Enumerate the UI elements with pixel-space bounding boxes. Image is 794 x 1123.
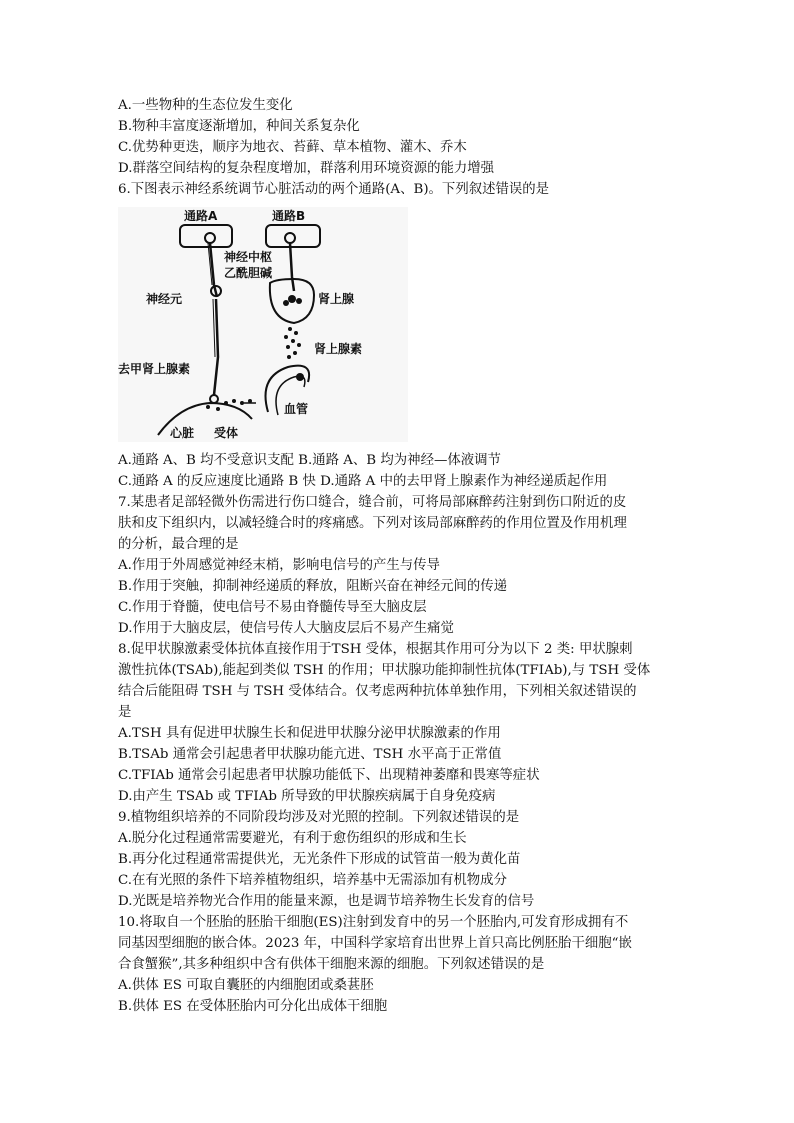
q9-option-d: D.光既是培养物光合作用的能量来源，也是调节培养物生长发育的信号 bbox=[118, 894, 535, 909]
q8-option-a: A.TSH 具有促进甲状腺生长和促进甲状腺分泌甲状腺激素的作用 bbox=[118, 726, 501, 741]
q7-option-a: A.作用于外周感觉神经末梢，影响电信号的产生与传导 bbox=[118, 558, 440, 573]
q8-option-c: C.TFIAb 通常会引起患者甲状腺功能低下、出现精神萎靡和畏寒等症状 bbox=[118, 768, 540, 783]
q6-options-ab: A.通路 A、B 均不受意识支配 B.通路 A、B 均为神经—体液调节 bbox=[118, 453, 501, 468]
q7-stem-line-2: 肤和皮下组织内，以减轻缝合时的疼痛感。下列对该局部麻醉药的作用位置及作用机理 bbox=[118, 516, 627, 531]
ach-label: 乙酰胆碱 bbox=[224, 266, 273, 280]
q7-option-b: B.作用于突触，抑制神经递质的释放，阻断兴奋在神经元间的传递 bbox=[118, 579, 508, 594]
q8-stem-line-1: 8.促甲状腺激素受体抗体直接作用于TSH 受体，根据其作用可分为以下 2 类: 甲状腺刺 bbox=[118, 642, 633, 657]
q10-stem-line-2: 同基因型细胞的嵌合体。2023 年，中国科学家培育出世界上首只高比例胚胎干细胞“嵌 bbox=[118, 936, 632, 951]
q9-option-c: C.在有光照的条件下培养植物组织，培养基中无需添加有机物成分 bbox=[118, 873, 507, 888]
neuron-label: 神经元 bbox=[146, 292, 183, 306]
q10-option-b: B.供体 ES 在受体胚胎内可分化出成体干细胞 bbox=[118, 999, 388, 1014]
vessel-label: 血管 bbox=[284, 402, 309, 416]
center-label: 神经中枢 bbox=[224, 250, 273, 264]
diagram-svg bbox=[118, 207, 408, 442]
q8-stem-line-3: 结合后能阻碍 TSH 与 TSH 受体结合。仅考虑两种抗体单独作用，下列相关叙述错误的 bbox=[118, 684, 637, 699]
q5-option-b: B.物种丰富度逐渐增加，种间关系复杂化 bbox=[118, 119, 360, 134]
path-a-label: 通路A bbox=[184, 209, 218, 223]
q6-options-cd: C.通路 A 的反应速度比通路 B 快 D.通路 A 中的去甲肾上腺素作为神经递质起作用 bbox=[118, 474, 608, 489]
q8-stem-line-4: 是 bbox=[118, 705, 132, 720]
adrenaline-label: 肾上腺素 bbox=[314, 342, 363, 356]
q10-stem-line-3: 合食蟹猴”,其多种组织中含有供体干细胞来源的细胞。下列叙述错误的是 bbox=[118, 957, 545, 972]
q9-stem: 9.植物组织培养的不同阶段均涉及对光照的控制。下列叙述错误的是 bbox=[118, 810, 520, 825]
q8-option-b: B.TSAb 通常会引起患者甲状腺功能亢进、TSH 水平高于正常值 bbox=[118, 747, 502, 762]
q8-stem-line-2: 激性抗体(TSAb),能起到类似 TSH 的作用；甲状腺功能抑制性抗体(TFIAb),与 TSH 受体 bbox=[118, 663, 651, 678]
q9-option-a: A.脱分化过程通常需要避光，有利于愈伤组织的形成和生长 bbox=[118, 831, 467, 846]
neural-pathway-diagram bbox=[118, 207, 408, 442]
q6-stem: 6.下图表示神经系统调节心脏活动的两个通路(A、B)。下列叙述错误的是 bbox=[118, 182, 550, 197]
q10-stem-line-1: 10.将取自一个胚胎的胚胎干细胞(ES)注射到发育中的另一个胚胎内,可发育形成拥有不 bbox=[118, 915, 629, 930]
q7-stem-line-1: 7.某患者足部轻微外伤需进行伤口缝合，缝合前，可将局部麻醉药注射到伤口附近的皮 bbox=[118, 495, 627, 510]
q7-stem-line-3: 的分析，最合理的是 bbox=[118, 537, 239, 552]
noradrenaline-label: 去甲肾上腺素 bbox=[118, 362, 191, 376]
q7-option-d: D.作用于大脑皮层，使信号传人大脑皮层后不易产生痛觉 bbox=[118, 621, 454, 636]
q5-option-c: C.优势种更迭，顺序为地衣、苔藓、草本植物、灌木、乔木 bbox=[118, 140, 467, 155]
q5-option-d: D.群落空间结构的复杂程度增加，群落利用环境资源的能力增强 bbox=[118, 161, 495, 176]
q5-option-a: A.一些物种的生态位发生变化 bbox=[118, 98, 293, 113]
path-b-label: 通路B bbox=[272, 209, 306, 223]
q7-option-c: C.作用于脊髓，使电信号不易由脊髓传导至大脑皮层 bbox=[118, 600, 427, 615]
q9-option-b: B.再分化过程通常需提供光，无光条件下形成的试管苗一般为黄化苗 bbox=[118, 852, 521, 867]
q8-option-d: D.由产生 TSAb 或 TFIAb 所导致的甲状腺疾病属于自身免疫病 bbox=[118, 789, 496, 804]
receptor-label: 受体 bbox=[214, 426, 239, 440]
adrenal-label: 肾上腺 bbox=[318, 292, 355, 306]
heart-label: 心脏 bbox=[170, 426, 195, 440]
q10-option-a: A.供体 ES 可取自囊胚的内细胞团或桑葚胚 bbox=[118, 978, 374, 993]
